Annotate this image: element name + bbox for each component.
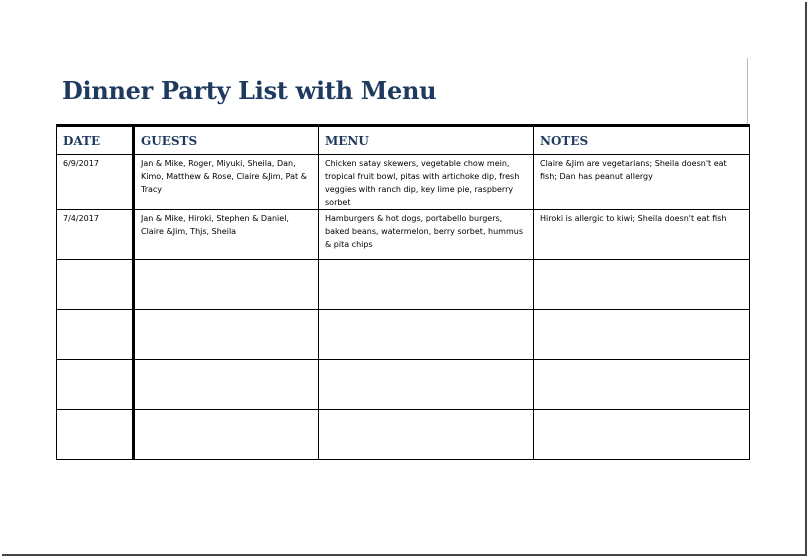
notes-cell[interactable] [534, 410, 750, 460]
guests-cell[interactable]: Jan & Mike, Hiroki, Stephen & Daniel, Claire &Jim, Thjs, Sheila [134, 210, 319, 260]
page-title: Dinner Party List with Menu [62, 76, 437, 105]
page-edge-divider [747, 58, 748, 124]
date-cell[interactable]: 7/4/2017 [57, 210, 134, 260]
guests-cell[interactable] [134, 260, 319, 310]
table-row [57, 155, 750, 210]
menu-cell[interactable] [319, 260, 534, 310]
guests-cell[interactable] [134, 410, 319, 460]
notes-cell[interactable]: Claire &Jim are vegetarians; Sheila doesn't eat fish; Dan has peanut allergy [534, 155, 750, 210]
guests-cell[interactable] [134, 310, 319, 360]
guests-cell[interactable] [134, 360, 319, 410]
notes-cell[interactable]: Hiroki is allergic to kiwi; Sheila doesn't eat fish [534, 210, 750, 260]
column-header-date: DATE [57, 126, 134, 155]
date-cell[interactable] [57, 260, 134, 310]
date-cell[interactable] [57, 310, 134, 360]
dinner-party-table [56, 124, 750, 460]
menu-cell[interactable]: Chicken satay skewers, vegetable chow mein, tropical fruit bowl, pitas with artichoke dip, fresh veggies with ranch dip, key lime pie, raspberry sorbet [319, 155, 534, 210]
menu-cell[interactable] [319, 360, 534, 410]
date-cell[interactable] [57, 360, 134, 410]
column-header-menu: MENU [319, 126, 534, 155]
table-row [57, 260, 750, 310]
column-header-guests: GUESTS [134, 126, 319, 155]
notes-cell[interactable] [534, 310, 750, 360]
menu-cell[interactable] [319, 310, 534, 360]
menu-cell[interactable] [319, 410, 534, 460]
notes-cell[interactable] [534, 260, 750, 310]
table-header-row [57, 126, 750, 155]
notes-cell[interactable] [534, 360, 750, 410]
column-header-notes: NOTES [534, 126, 750, 155]
date-cell[interactable]: 6/9/2017 [57, 155, 134, 210]
menu-cell[interactable]: Hamburgers & hot dogs, portabello burgers, baked beans, watermelon, berry sorbet, hummus & pita chips [319, 210, 534, 260]
table-row [57, 360, 750, 410]
guests-cell[interactable]: Jan & Mike, Roger, Miyuki, Sheila, Dan, Kimo, Matthew & Rose, Claire &Jim, Pat & Tracy [134, 155, 319, 210]
table-row [57, 210, 750, 260]
table-row [57, 410, 750, 460]
date-cell[interactable] [57, 410, 134, 460]
table-row [57, 310, 750, 360]
